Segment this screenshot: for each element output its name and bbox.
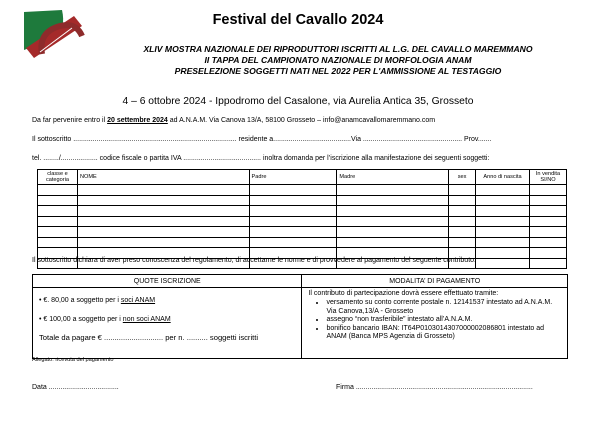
col-header-sire: Padre	[249, 170, 337, 185]
subject-cell[interactable]	[449, 185, 476, 196]
subject-cell[interactable]	[337, 185, 449, 196]
subject-cell[interactable]	[77, 227, 249, 238]
subject-cell[interactable]	[476, 206, 530, 217]
subject-cell[interactable]	[476, 185, 530, 196]
subject-cell[interactable]	[529, 237, 566, 248]
subject-row	[38, 206, 567, 217]
subject-cell[interactable]	[249, 195, 337, 206]
header-line-2: II TAPPA DEL CAMPIONATO NAZIONALE DI MORFOLOGIA ANAM	[204, 55, 472, 65]
subject-row	[38, 216, 567, 227]
subject-cell[interactable]	[337, 216, 449, 227]
applicant-contact-line[interactable]: tel. ......../................... codice fiscale o partita IVA ........................................ inoltra domanda per l’iscrizione alla manifestazione dei seguenti soggetti:	[32, 155, 490, 162]
subject-cell[interactable]	[476, 258, 530, 269]
subjects-table	[37, 169, 567, 269]
payment-cell	[302, 288, 568, 359]
subject-row	[38, 237, 567, 248]
send-prefix: Da far pervenire entro il	[32, 117, 108, 124]
col-header-sex: sex	[449, 170, 476, 185]
col-header-class: classe e categoria	[38, 170, 78, 185]
subject-cell[interactable]	[529, 227, 566, 238]
col-header-dam: Madre	[337, 170, 449, 185]
event-date-venue: 4 – 6 ottobre 2024 - Ippodromo del Casalone, via Aurelia Antica 35, Grosseto	[122, 96, 474, 107]
signature-field[interactable]: Firma ...........................................................................................	[336, 384, 533, 391]
subject-cell[interactable]	[529, 248, 566, 259]
subject-cell[interactable]	[449, 227, 476, 238]
subject-cell[interactable]	[449, 195, 476, 206]
submission-instructions	[32, 117, 435, 124]
subject-cell[interactable]	[249, 185, 337, 196]
subject-cell[interactable]	[449, 206, 476, 217]
date-field[interactable]: Data ....................................	[32, 384, 119, 391]
subject-cell[interactable]	[77, 216, 249, 227]
document-title: Festival del Cavallo 2024	[212, 12, 384, 28]
subject-cell[interactable]	[337, 227, 449, 238]
fee-member: • €. 80,00 a soggetto per i soci ANAM	[39, 297, 156, 304]
fee-non-member-who: non soci ANAM	[122, 316, 171, 323]
fees-cell	[33, 288, 302, 359]
subject-cell[interactable]	[529, 195, 566, 206]
subject-cell[interactable]	[476, 195, 530, 206]
subject-cell[interactable]	[38, 195, 78, 206]
fees-header: QUOTE ISCRIZIONE	[33, 275, 302, 288]
subjects-table-header	[38, 170, 567, 185]
subject-cell[interactable]	[38, 237, 78, 248]
subject-cell[interactable]	[476, 227, 530, 238]
payment-method-bank-transfer: • bonifico bancario IBAN: IT64P0103014307000002086801 intestato ad ANAM (Banca MPS Agenzia di Grosseto)	[326, 325, 563, 342]
subject-cell[interactable]	[337, 195, 449, 206]
subject-cell[interactable]	[476, 237, 530, 248]
subject-cell[interactable]	[337, 237, 449, 248]
fee-member-who: soci ANAM	[120, 297, 156, 304]
col-header-for-sale: In vendita SI/NO	[529, 170, 566, 185]
subject-cell[interactable]	[77, 206, 249, 217]
subject-cell[interactable]	[476, 216, 530, 227]
header-line-1: XLIV MOSTRA NAZIONALE DEI RIPRODUTTORI ISCRITTI AL L.G. DEL CAVALLO MAREMMANO	[143, 44, 533, 54]
header-line-3: PRESELEZIONE SOGGETTI NATI NEL 2022 PER L'AMMISSIONE AL TESTAGGIO	[174, 66, 502, 76]
declaration-text: Il sottoscritto dichiara di aver preso conoscenza del regolamento, di accettarne le norme e di provvedere al pagamento del seguente contributo:	[32, 257, 476, 264]
payment-method-cheque: • assegno “non trasferibile” intestato all’A.N.A.M.	[326, 316, 563, 325]
subject-row	[38, 227, 567, 238]
send-suffix: ad A.N.A.M. Via Canova 13/A, 58100 Grosseto – info@anamcavallomaremmano.com	[167, 117, 436, 124]
col-header-name: NOME	[77, 170, 249, 185]
subject-cell[interactable]	[529, 258, 566, 269]
subject-cell[interactable]	[249, 206, 337, 217]
payment-header: MODALITA’ DI PAGAMENTO	[302, 275, 568, 288]
subject-cell[interactable]	[249, 216, 337, 227]
subject-cell[interactable]	[38, 216, 78, 227]
subject-cell[interactable]	[38, 206, 78, 217]
deadline-date: 20 settembre 2024	[107, 117, 168, 124]
payment-intro: Il contributo di partecipazione dovrà essere effettuato tramite:	[308, 290, 499, 297]
subject-cell[interactable]	[38, 185, 78, 196]
subject-row	[38, 195, 567, 206]
total-to-pay[interactable]: Totale da pagare € ............................ per n. .......... soggetti iscritti	[39, 333, 259, 342]
subject-cell[interactable]	[249, 237, 337, 248]
col-header-birth-year: Anno di nascita	[476, 170, 530, 185]
payment-methods	[308, 299, 563, 342]
subject-cell[interactable]	[77, 237, 249, 248]
subject-cell[interactable]	[449, 237, 476, 248]
subject-cell[interactable]	[77, 185, 249, 196]
attachment-note: Allegato: ricevuta del pagamento	[32, 357, 114, 363]
subject-cell[interactable]	[337, 206, 449, 217]
subject-cell[interactable]	[449, 216, 476, 227]
subject-cell[interactable]	[529, 185, 566, 196]
subject-cell[interactable]	[529, 216, 566, 227]
subject-row	[38, 185, 567, 196]
fees-table	[32, 274, 568, 359]
applicant-details-line[interactable]: Il sottoscritto .................................................................................... residente a........................................Via ................................................... Prov.......	[32, 136, 492, 143]
subject-cell[interactable]	[529, 206, 566, 217]
payment-method-postal: • versamento su conto corrente postale n. 12141537 intestato ad A.N.A.M. Via Canova,13/A - Grosseto	[326, 299, 563, 316]
subject-cell[interactable]	[249, 227, 337, 238]
subject-cell[interactable]	[38, 227, 78, 238]
subject-cell[interactable]	[77, 195, 249, 206]
fee-non-member: • € 100,00 a soggetto per i non soci ANAM	[39, 316, 171, 323]
subject-cell[interactable]	[476, 248, 530, 259]
